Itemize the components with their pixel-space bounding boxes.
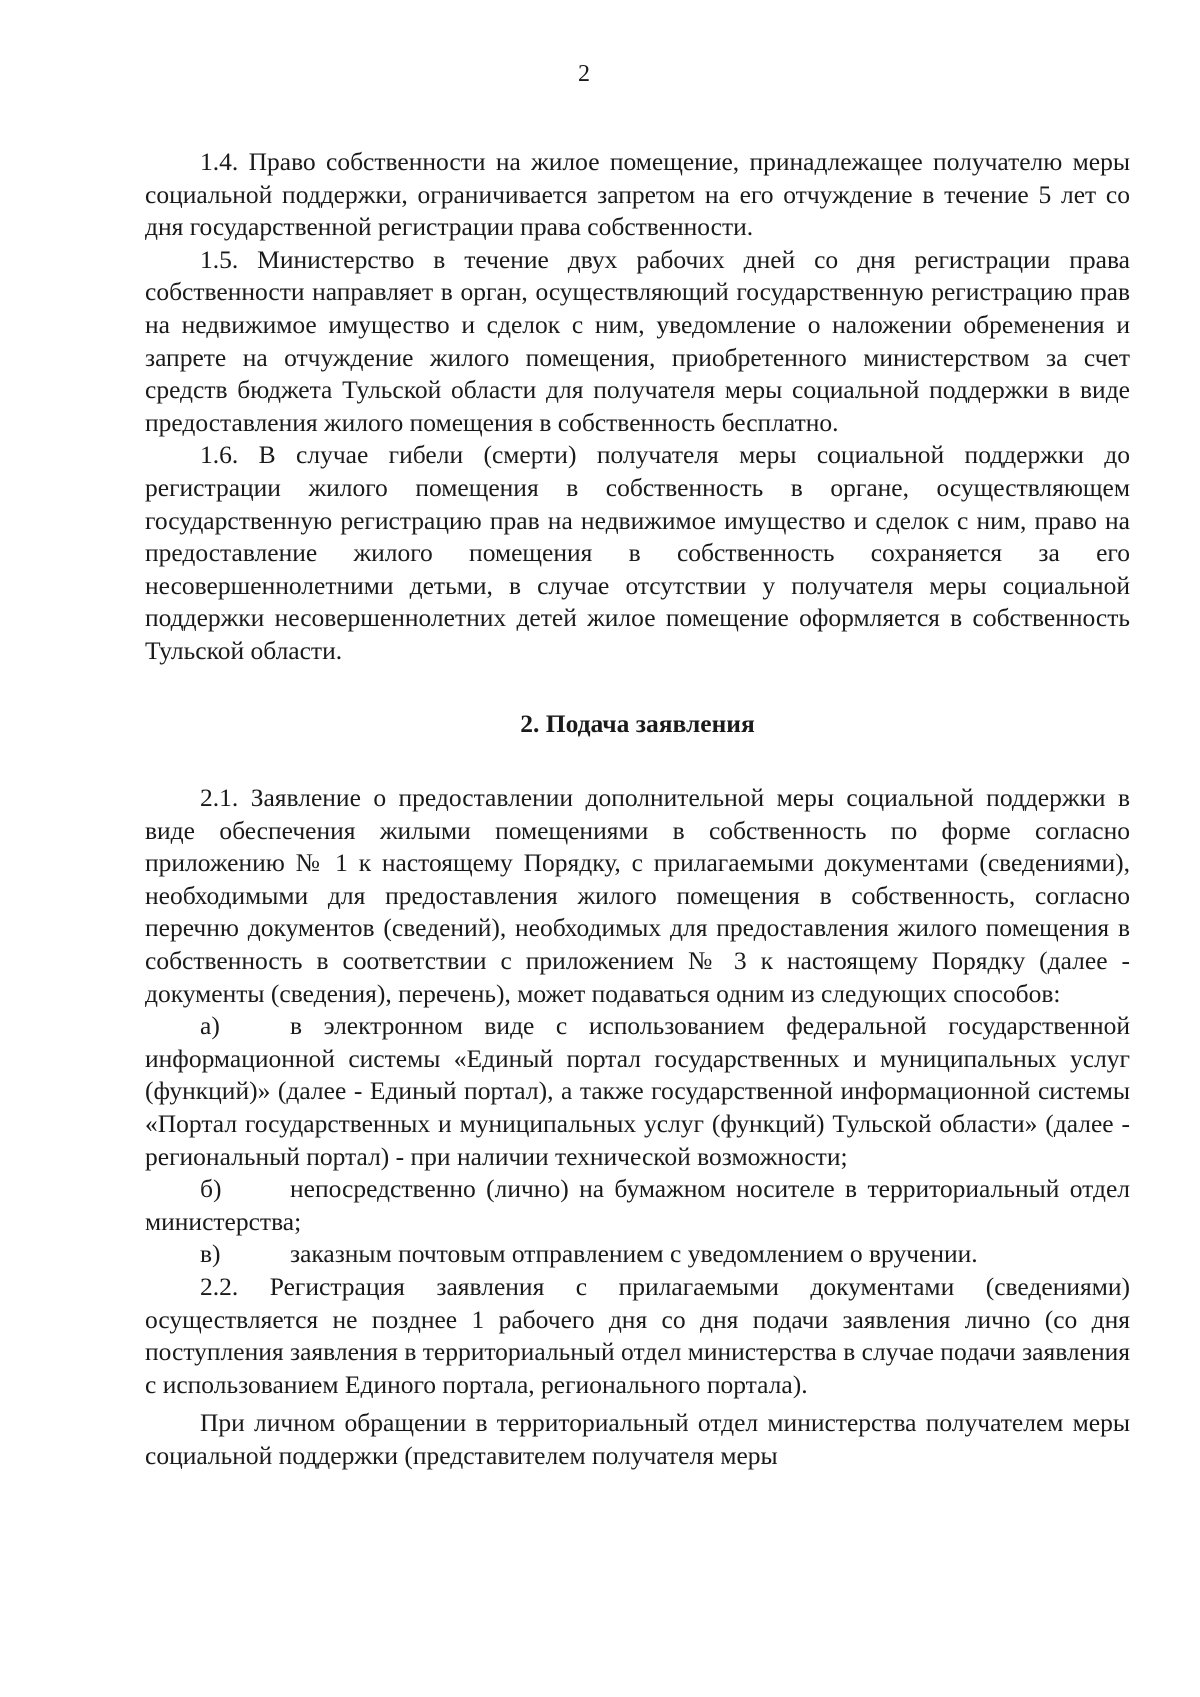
paragraph-personal-appeal: При личном обращении в территориальный отдел министерства получателем меры социальной поддержки (представителем получателя меры — [145, 1408, 1130, 1470]
section-heading: 2. Подача заявления — [520, 708, 755, 738]
paragraph-1-6: 1.6. В случае гибели (смерти) получателя меры социальной поддержки до регистрации жилого помещения в собственность в органе, осуществляющем государственную регистрацию прав на недвижимое имущество и сделок с ним, право на предоставление жилого помещения в собственность сохраняется за его несовершеннолетними детьми, в случае отсутствии у получателя меры социальной поддержки несовершеннолетних детей жилое помещение оформляется в собственность Тульской области. — [145, 440, 1130, 665]
list-item — [145, 1173, 1130, 1238]
list-item-text: непосредственно (лично) на бумажном носителе в территориальный отдел министерства; — [145, 1174, 1130, 1236]
list-item — [145, 1010, 1130, 1173]
paragraph-2-1: 2.1. Заявление о предоставлении дополнительной меры социальной поддержки в виде обеспечения жилыми помещениями в собственность по форме согласно приложению № 1 к настоящему Порядку, с прилагаемыми документами (сведениями), необходимыми для предоставления жилого помещения в собственность, согласно перечню документов (сведений), необходимых для предоставления жилого помещения в собственность в соответствии с приложением № 3 к настоящему Порядку (далее - документы (сведения), перечень), может подаваться одним из следующих способов: — [145, 783, 1130, 1008]
document-body — [145, 146, 1130, 1473]
list-marker: в) — [200, 1239, 221, 1269]
list-marker: б) — [200, 1174, 222, 1204]
paragraph-1-4: 1.4. Право собственности на жилое помещение, принадлежащее получателю меры социальной поддержки, ограничивается запретом на его отчуждение в течение 5 лет со дня государственной регистрации права собственности. — [145, 147, 1130, 242]
list-marker: а) — [200, 1011, 220, 1041]
list-item-text: заказным почтовым отправлением с уведомлением о вручении. — [290, 1239, 978, 1269]
list-item-text: в электронном виде с использованием федеральной государственной информационной системы «Единый портал государственных и муниципальных услуг (функций)» (далее - Единый портал), а также государственной информационной системы «Портал государственных и муниципальных услуг (функций) Тульской области» (далее - региональный портал) - при наличии технической возможности; — [145, 1011, 1130, 1171]
paragraph-1-5: 1.5. Министерство в течение двух рабочих дней со дня регистрации права собственности направляет в орган, осуществляющий государственную регистрацию прав на недвижимое имущество и сделок с ним, уведомление о наложении обременения и запрете на отчуждение жилого помещения, приобретенного министерством за счет средств бюджета Тульской области для получателя меры социальной поддержки в виде предоставления жилого помещения в собственность бесплатно. — [145, 244, 1130, 437]
list-item — [145, 1238, 1130, 1271]
page-number: 2 — [578, 61, 590, 87]
paragraph-2-2: 2.2. Регистрация заявления с прилагаемыми документами (сведениями) осуществляется не позднее 1 рабочего дня со дня подачи заявления лично (со дня поступления заявления в территориальный отдел министерства в случае подачи заявления с использованием Единого портала, регионального портала). — [145, 1272, 1130, 1399]
